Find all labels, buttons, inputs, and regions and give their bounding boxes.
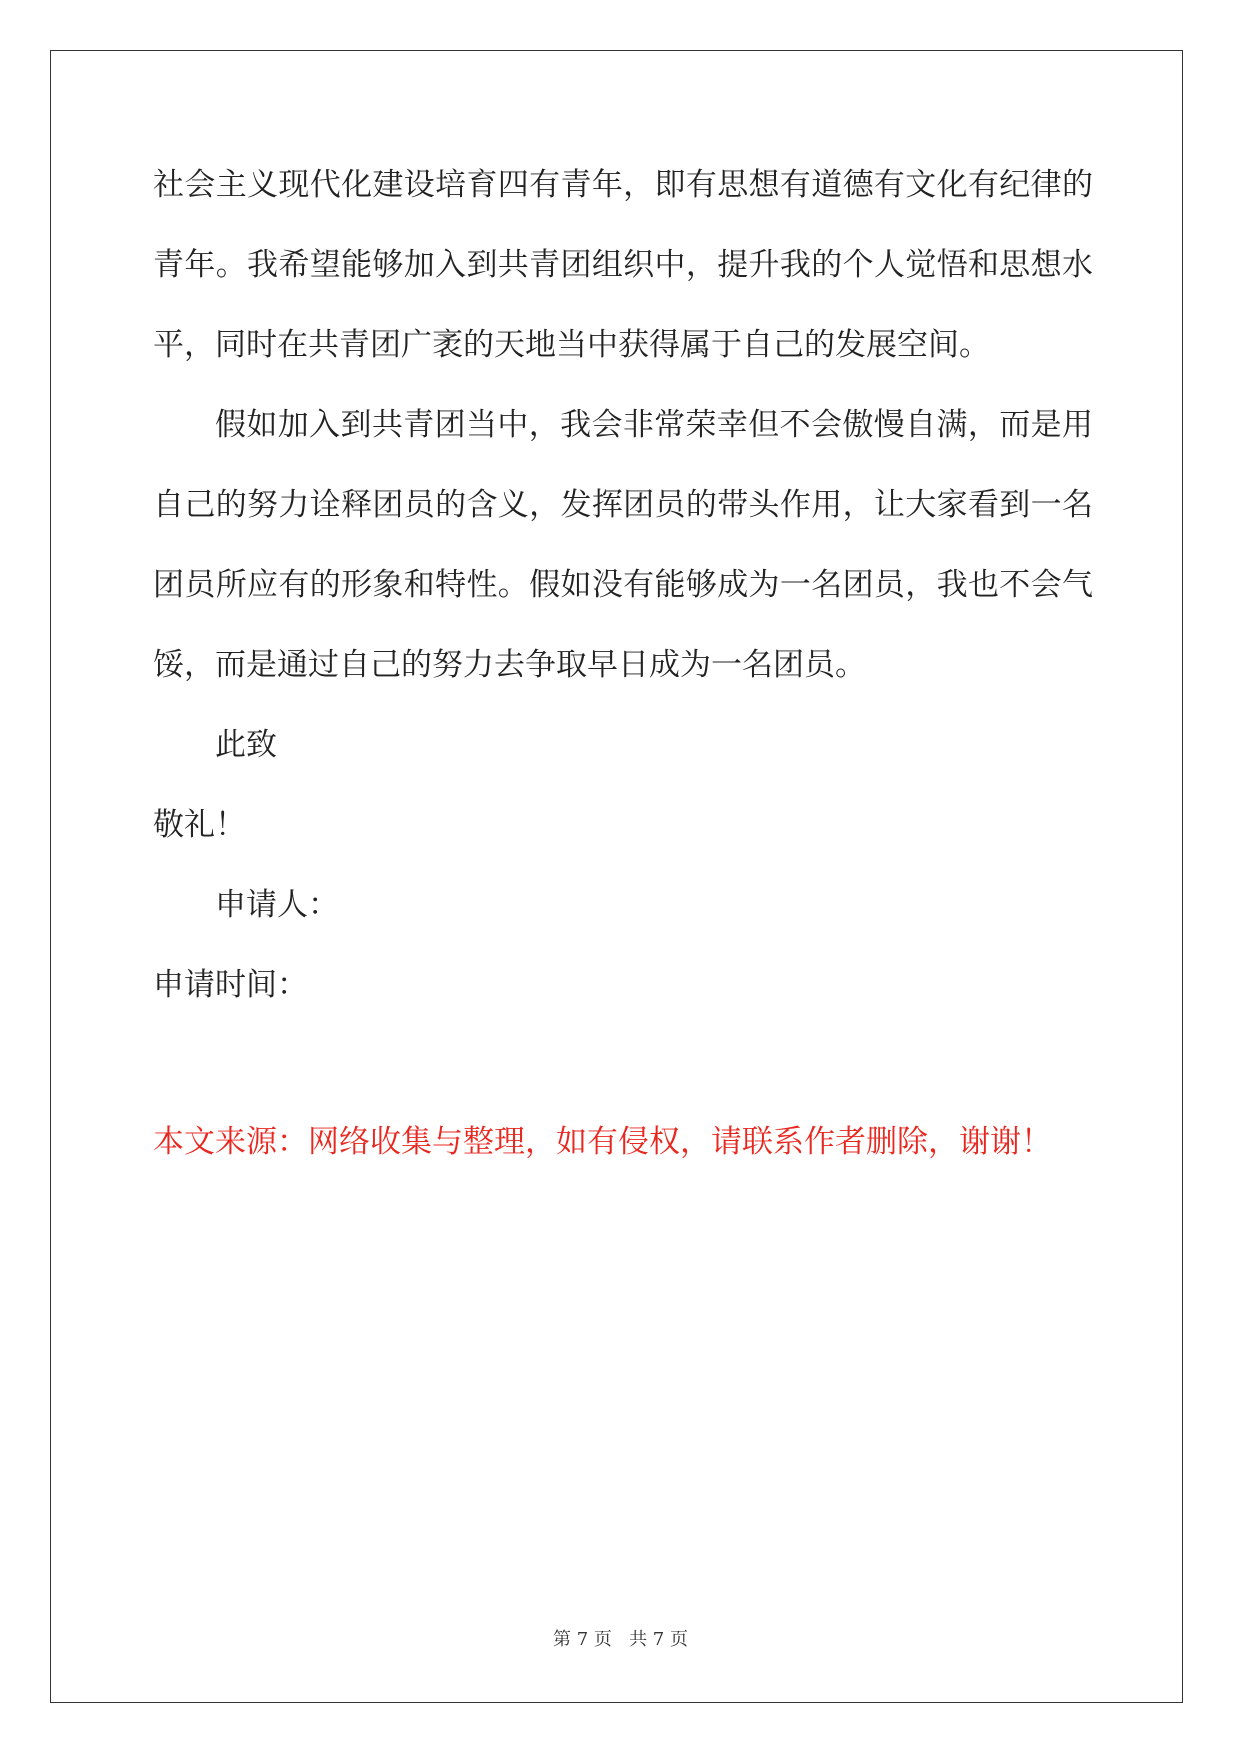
paragraph-2-line-1: 假如加入到共青团当中，我会非常荣幸但不会傲慢自满，而是用 (215, 407, 1093, 443)
paragraph-2-line-4: 馁，而是通过自己的努力去争取早日成为一名团员。 (153, 647, 866, 683)
paragraph-2-line-3: 团员所应有的形象和特性。假如没有能够成为一名团员，我也不会气 (153, 567, 1093, 603)
paragraph-1-line-3: 平，同时在共青团广袤的天地当中获得属于自己的发展空间。 (153, 327, 990, 363)
closing-text: 此致 (215, 727, 277, 763)
page-number-current: 第 7 页 (553, 1629, 612, 1650)
paragraph-1-line-1: 社会主义现代化建设培育四有青年，即有思想有道德有文化有纪律的 (153, 167, 1093, 203)
page-border (50, 50, 1183, 1703)
salutation-text: 敬礼！ (153, 807, 246, 843)
applicant-label: 申请人： (215, 887, 339, 923)
paragraph-1-line-2: 青年。我希望能够加入到共青团组织中，提升我的个人觉悟和思想水 (153, 247, 1093, 283)
paragraph-2-line-2: 自己的努力诠释团员的含义，发挥团员的带头作用，让大家看到一名 (153, 487, 1093, 523)
page-footer (0, 1628, 1241, 1652)
source-note: 本文来源：网络收集与整理，如有侵权，请联系作者删除，谢谢！ (153, 1124, 1052, 1160)
page-number-total: 共 7 页 (629, 1629, 688, 1650)
date-label: 申请时间： (153, 967, 308, 1003)
